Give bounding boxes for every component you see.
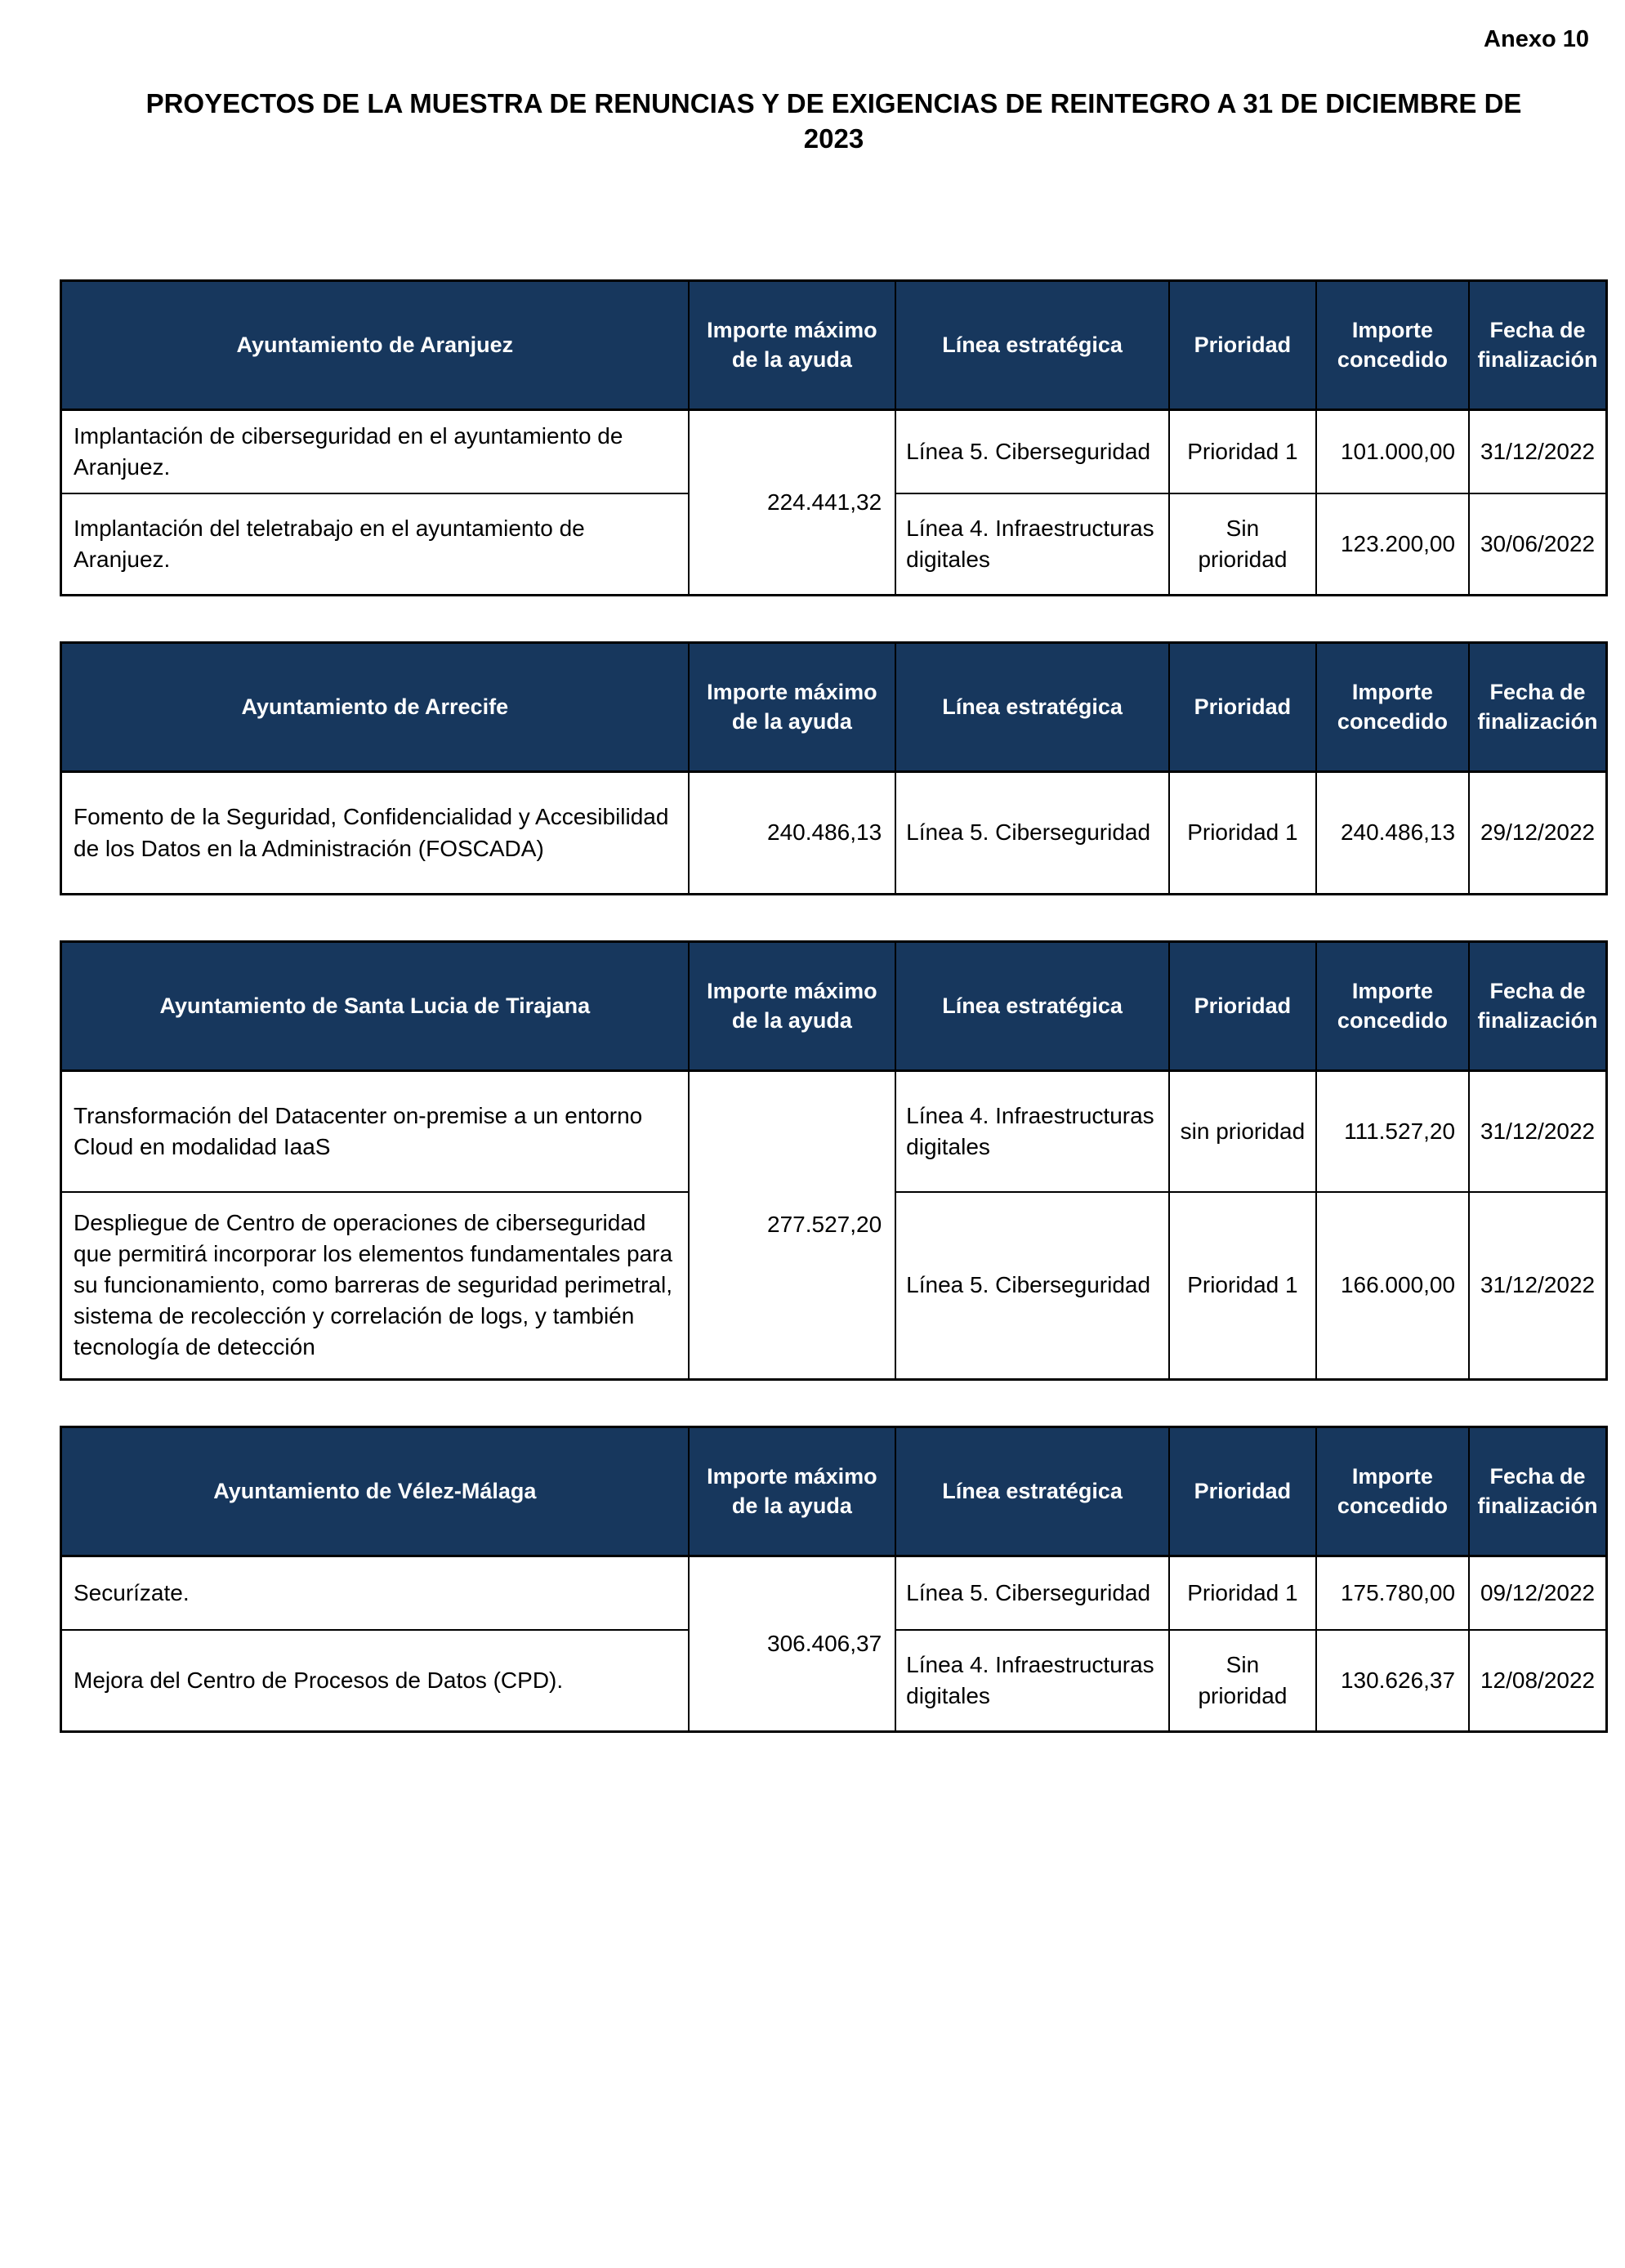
column-header-granted: Importe concedido [1316,942,1469,1071]
entity-header-cell: Ayuntamiento de Santa Lucia de Tirajana [61,942,689,1071]
table-row [61,410,1607,493]
column-header-granted: Importe concedido [1316,1427,1469,1556]
max-aid-cell: 240.486,13 [689,772,896,895]
annex-label: Anexo 10 [1484,26,1589,52]
column-header-end-date: Fecha de finalización [1469,1427,1606,1556]
column-header-granted: Importe concedido [1316,281,1469,410]
end-date-cell: 29/12/2022 [1469,772,1606,895]
end-date-cell: 31/12/2022 [1469,1192,1606,1380]
column-header-end-date: Fecha de finalización [1469,942,1606,1071]
table-row [61,1071,1607,1192]
strategic-line-cell: Línea 4. Infraestructuras digitales [895,493,1169,596]
granted-cell: 130.626,37 [1316,1630,1469,1732]
column-header-max-aid: Importe máximo de la ayuda [689,281,896,410]
entity-header-cell: Ayuntamiento de Arrecife [61,643,689,772]
max-aid-cell: 306.406,37 [689,1556,896,1732]
granted-cell: 111.527,20 [1316,1071,1469,1192]
table-header-row [61,281,1607,410]
table-header-row [61,1427,1607,1556]
table-header-row [61,643,1607,772]
project-cell: Mejora del Centro de Procesos de Datos (CPD). [61,1630,689,1732]
priority-cell: Prioridad 1 [1169,1556,1316,1630]
granted-cell: 240.486,13 [1316,772,1469,895]
priority-cell: Sin prioridad [1169,1630,1316,1732]
granted-cell: 123.200,00 [1316,493,1469,596]
end-date-cell: 30/06/2022 [1469,493,1606,596]
column-header-strategic-line: Línea estratégica [895,942,1169,1071]
table-row [61,1556,1607,1630]
strategic-line-cell: Línea 5. Ciberseguridad [895,410,1169,493]
project-cell: Transformación del Datacenter on-premise a un entorno Cloud en modalidad IaaS [61,1071,689,1192]
priority-cell: sin prioridad [1169,1071,1316,1192]
project-cell: Despliegue de Centro de operaciones de ciberseguridad que permitirá incorporar los elementos fundamentales para su funcionamiento, como barreras de seguridad perimetral, sistema de recolección y correlación de logs, y también tecnología de detección [61,1192,689,1380]
priority-cell: Prioridad 1 [1169,772,1316,895]
strategic-line-cell: Línea 4. Infraestructuras digitales [895,1630,1169,1732]
priority-cell: Prioridad 1 [1169,1192,1316,1380]
max-aid-cell: 277.527,20 [689,1071,896,1380]
end-date-cell: 09/12/2022 [1469,1556,1606,1630]
max-aid-cell: 224.441,32 [689,410,896,596]
table-arrecife [60,641,1608,895]
column-header-max-aid: Importe máximo de la ayuda [689,643,896,772]
entity-header-cell: Ayuntamiento de Vélez-Málaga [61,1427,689,1556]
strategic-line-cell: Línea 5. Ciberseguridad [895,1556,1169,1630]
column-header-max-aid: Importe máximo de la ayuda [689,942,896,1071]
column-header-strategic-line: Línea estratégica [895,1427,1169,1556]
column-header-end-date: Fecha de finalización [1469,281,1606,410]
project-cell: Securízate. [61,1556,689,1630]
end-date-cell: 12/08/2022 [1469,1630,1606,1732]
page-title: PROYECTOS DE LA MUESTRA DE RENUNCIAS Y DE EXIGENCIAS DE REINTEGRO A 31 DE DICIEMBRE DE 2023 [145,88,1522,154]
strategic-line-cell: Línea 5. Ciberseguridad [895,1192,1169,1380]
granted-cell: 166.000,00 [1316,1192,1469,1380]
column-header-strategic-line: Línea estratégica [895,643,1169,772]
column-header-granted: Importe concedido [1316,643,1469,772]
column-header-priority: Prioridad [1169,281,1316,410]
end-date-cell: 31/12/2022 [1469,410,1606,493]
granted-cell: 101.000,00 [1316,410,1469,493]
table-header-row [61,942,1607,1071]
column-header-priority: Prioridad [1169,942,1316,1071]
project-cell: Implantación del teletrabajo en el ayuntamiento de Aranjuez. [61,493,689,596]
column-header-priority: Prioridad [1169,643,1316,772]
table-santa-lucia-de-tirajana [60,940,1608,1381]
column-header-end-date: Fecha de finalización [1469,643,1606,772]
project-cell: Fomento de la Seguridad, Confidencialidad y Accesibilidad de los Datos en la Administración (FOSCADA) [61,772,689,895]
table-velez-malaga [60,1426,1608,1733]
column-header-priority: Prioridad [1169,1427,1316,1556]
table-row [61,772,1607,895]
project-cell: Implantación de ciberseguridad en el ayuntamiento de Aranjuez. [61,410,689,493]
granted-cell: 175.780,00 [1316,1556,1469,1630]
strategic-line-cell: Línea 5. Ciberseguridad [895,772,1169,895]
table-aranjuez [60,279,1608,596]
entity-header-cell: Ayuntamiento de Aranjuez [61,281,689,410]
column-header-strategic-line: Línea estratégica [895,281,1169,410]
end-date-cell: 31/12/2022 [1469,1071,1606,1192]
priority-cell: Sin prioridad [1169,493,1316,596]
column-header-max-aid: Importe máximo de la ayuda [689,1427,896,1556]
priority-cell: Prioridad 1 [1169,410,1316,493]
strategic-line-cell: Línea 4. Infraestructuras digitales [895,1071,1169,1192]
